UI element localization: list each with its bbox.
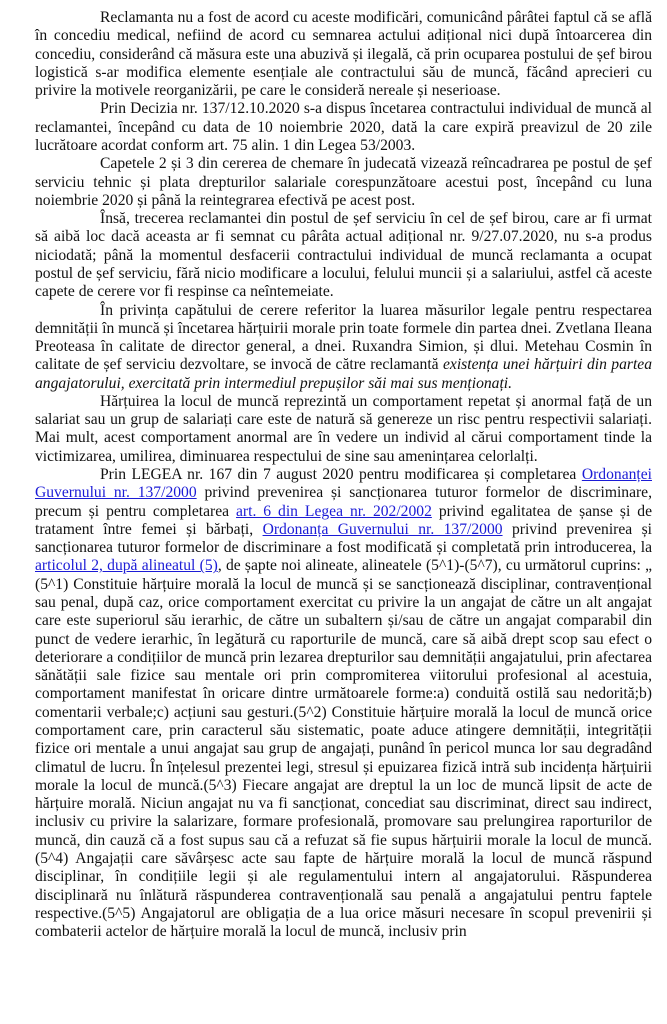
paragraph-5-text: În privința capătului de cerere referitor la luarea măsurilor legale pentru respectarea demnității în muncă și încetarea hărțuirii morale prin toate formele din partea dnei. Zvetlana Ileana Preoteasa în calitate de director general, a dnei. Ruxandra Simion, și dlui. Metehau Cosmin în calitate de șef serviciu dezvoltare, se invocă de către reclamantă xyxy=(35,301,652,374)
document-page xyxy=(35,9,652,941)
link-ordonanta-137-2000[interactable]: Ordonanța Guvernului nr. 137/2000 xyxy=(262,520,503,538)
link-articolul-2-alineatul-5[interactable]: articolul 2, după alineatul (5) xyxy=(35,557,218,575)
paragraph-1: Reclamanta nu a fost de acord cu aceste modificări, comunicând pârâtei faptul că se află în concediu medical, nefiind de acord cu semnarea actului adițional nici după întoarcerea din concediu, considerând că măsura este una abuzivă și ilegală, că prin ocuparea postului de șef birou logistică s-ar modifica elemente esențiale ale contractului său de muncă, făcând aprecieri cu privire la motivele reorganizării, pe care le consideră nereale și neserioase. xyxy=(35,9,652,100)
paragraph-7-text-3: privind egalitatea de șanse și de tratament între femei și bărbați, xyxy=(35,502,652,538)
paragraph-7-text-1: Prin LEGEA nr. 167 din 7 august 2020 pentru modificarea și completarea xyxy=(100,466,582,484)
paragraph-5-italic: existența unei hărțuiri din partea angajatorului, exercitată prin intermediul prepușilor săi mai sus menționați. xyxy=(35,356,653,392)
paragraph-3: Capetele 2 și 3 din cererea de chemare în judecată vizează reîncadrarea pe postul de șef serviciu tehnic și plata drepturilor salariale corespunzătoare acestui post, începând cu luna noiembrie 2020 și până la reintegrarea efectivă pe acest post. xyxy=(35,155,652,209)
paragraph-7-text-4: privind prevenirea și sancționarea tuturor formelor de discriminare a fost modificată și completată prin introducerea, la xyxy=(35,520,652,557)
paragraph-6: Hărțuirea la locul de muncă reprezintă un comportament repetat și anormal față de un salariat sau un grup de salariați care este de natură să genereze un risc pentru respectivii salariați. Mai mult, acest comportament anormal are în vedere un individ al cărui comportament tinde la victimizarea, umilirea, diminuarea respectului de sine sau amenințarea celorlalți. xyxy=(35,392,652,465)
link-art-6-legea-202-2002[interactable]: art. 6 din Legea nr. 202/2002 xyxy=(236,502,432,520)
paragraph-7 xyxy=(35,466,652,941)
paragraph-2: Prin Decizia nr. 137/12.10.2020 s-a dispus încetarea contractului individual de muncă al reclamantei, începând cu data de 10 noiembrie 2020, dată la care expiră preavizul de 20 zile lucrătoare acordat conform art. 75 alin. 1 din Legea 53/2003. xyxy=(35,100,652,154)
paragraph-5 xyxy=(35,302,652,393)
paragraph-7-text-5: , de șapte noi alineate, alineatele (5^1)-(5^7), cu următorul cuprins: „ (5^1) Constituie hărțuire morală la locul de muncă și se sancționează disciplinar, contravențional sau penal, după caz, orice comportament exercitat cu privire la un angajat de către un alt angajat care este superiorul său ierarhic, de către un subaltern și/sau de către un angajat comparabil din punct de vedere ierarhic, în legătură cu raporturile de muncă, care să aibă drept scop sau efect o deteriorare a condițiilor de muncă prin lezarea drepturilor sau demnității angajatului, prin afectarea sănătății sale fizice sau mentale ori prin compromiterea viitorului profesional al acestuia, comportament manifestat în oricare dintre următoarele forme:a) conduită ostilă sau nedorită;b) comentarii verbale;c) acțiuni sau gesturi.(5^2) Constituie hărțuire morală la locul de muncă orice comportament care, prin caracterul său sistematic, poate aduce atingere demnității, integrității fizice ori mentale a unui angajat sau grup de angajați, punând în pericol munca lor sau degradând climatul de lucru. În înțelesul prezentei legi, stresul și epuizarea fizică intră sub incidența hărțuirii morale la locul de muncă.(5^3) Fiecare angajat are dreptul la un loc de muncă lipsit de acte de hărțuire morală. Niciun angajat nu va fi sancționat, concediat sau discriminat, direct sau indirect, inclusiv cu privire la salarizare, formare profesională, promovare sau prelungirea raporturilor de muncă, din cauză că a fost supus sau că a refuzat să fie supus hărțuirii morale la locul de muncă.(5^4) Angajații care săvârșesc acte sau fapte de hărțuire morală la locul de muncă răspund disciplinar, în condițiile legii și ale regulamentului intern al angajatorului. Răspunderea disciplinară nu înlătură răspunderea contravențională sau penală a angajatului pentru faptele respective.(5^5) Angajatorul are obligația de a lua orice măsuri necesare în scopul prevenirii și combaterii actelor de hărțuire morală la locul de muncă, inclusiv prin xyxy=(35,557,652,941)
paragraph-7-text-2: privind prevenirea și sancționarea tuturor formelor de discriminare, precum și pentru completarea xyxy=(35,484,653,520)
paragraph-4: Însă, trecerea reclamantei din postul de șef serviciu în cel de șef birou, care ar fi urmat să aibă loc dacă aceasta ar fi semnat cu pârâta actual adițional nr. 9/27.07.2020, nu s-a produs niciodată; până la momentul desfacerii contractului individual de muncă reclamanta a ocupat postul de șef serviciu, fără nicio modificare a locului, felului muncii și a salariului, astfel că aceste capete de cerere vor fi respinse ca neîntemeiate. xyxy=(35,210,652,301)
link-og-137-2000[interactable]: Ordonanței Guvernului nr. 137/2000 xyxy=(35,466,652,502)
